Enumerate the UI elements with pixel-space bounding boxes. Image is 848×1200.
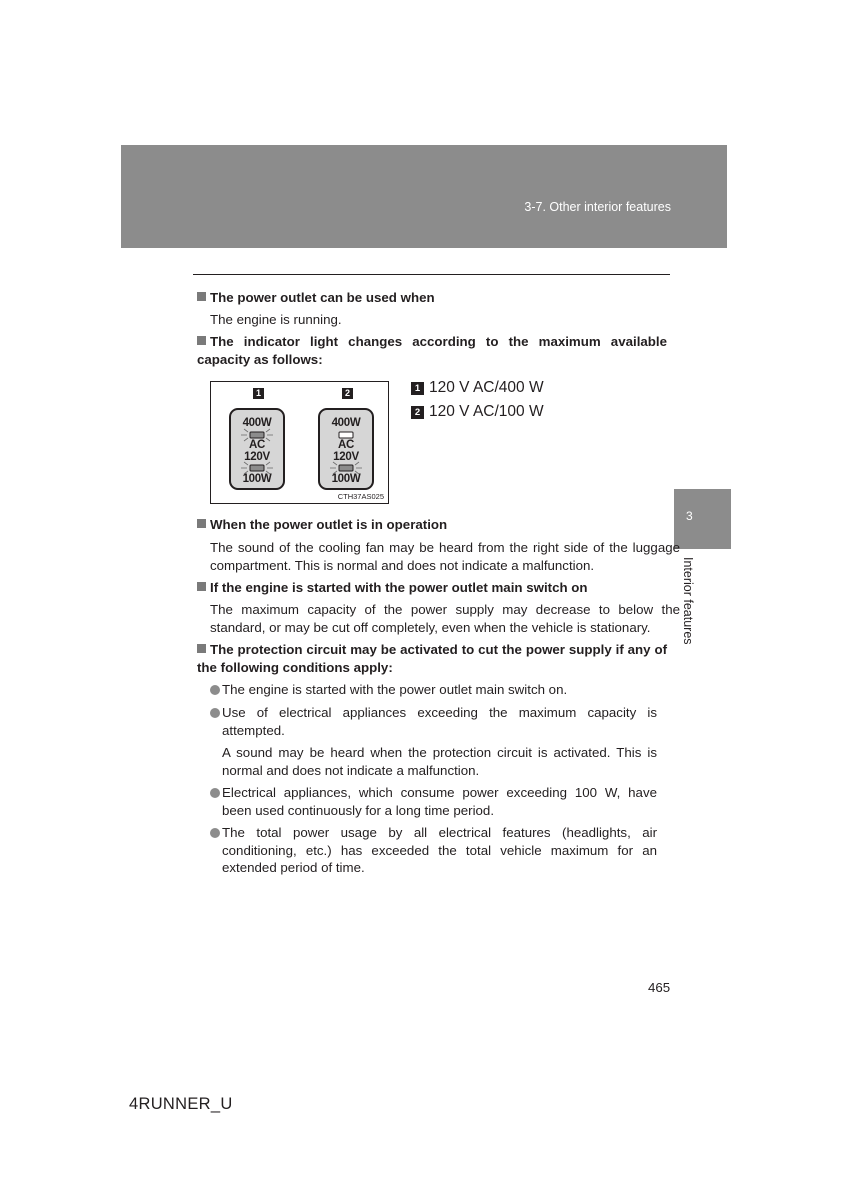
legend-item-2 [411, 403, 544, 421]
circle-bullet-icon [210, 828, 220, 838]
indicator-panel-1 [229, 408, 285, 490]
label-400w: 400W [242, 417, 272, 429]
section-outlet-operation [197, 516, 667, 534]
list-item-note [210, 744, 657, 779]
section-title: 3-7. Other interior features [524, 200, 671, 214]
label-100w: 100W [242, 473, 272, 485]
list-item [210, 704, 657, 739]
section-heading: When the power outlet is in operation [210, 517, 448, 532]
footer-model: 4RUNNER_U [129, 1095, 233, 1113]
square-bullet-icon [197, 644, 206, 653]
label-ac: AC [248, 439, 265, 451]
legend-text: 120 V AC/400 W [429, 379, 544, 396]
label-100w: 100W [331, 473, 361, 485]
label-120v: 120V [244, 451, 270, 463]
section-protection-circuit [197, 641, 667, 676]
section-body: The sound of the cooling fan may be heard from the right side of the luggage compartment. This is normal and does not indicate a malfunction. [210, 540, 680, 573]
label-120v: 120V [333, 451, 359, 463]
square-bullet-icon [197, 292, 206, 301]
legend-text: 120 V AC/100 W [429, 403, 544, 420]
header-rule [193, 274, 670, 275]
list-item [210, 681, 657, 699]
indicator-light-figure [210, 381, 389, 504]
figure-tag-2: 2 [342, 388, 353, 399]
list-item [210, 824, 657, 877]
header-band [121, 145, 727, 248]
figure-code: CTH37AS025 [337, 492, 384, 501]
list-item-note-text: A sound may be heard when the protection circuit is activated. This is normal and does not indicate a malfunction. [222, 745, 657, 778]
list-item-text: The total power usage by all electrical features (headlights, air conditioning, etc.) has exceeded the total vehicle maximum for an extended period of time. [222, 825, 657, 875]
circle-bullet-icon [210, 708, 220, 718]
section-body: The maximum capacity of the power supply may decrease to below the standard, or may be cut off completely, even when the vehicle is stationary. [210, 602, 680, 635]
legend-number: 2 [411, 406, 424, 419]
square-bullet-icon [197, 582, 206, 591]
list-item [210, 784, 657, 819]
circle-bullet-icon [210, 788, 220, 798]
chapter-label: Interior features [681, 557, 695, 645]
list-item-text: Use of electrical appliances exceeding the maximum capacity is attempted. [222, 705, 657, 738]
section-heading: If the engine is started with the power outlet main switch on [210, 580, 588, 595]
section-heading: The indicator light changes according to the maximum available capacity as follows: [197, 334, 667, 367]
square-bullet-icon [197, 336, 206, 345]
list-item-text: The engine is started with the power outlet main switch on. [222, 682, 568, 697]
section-heading: The protection circuit may be activated to cut the power supply if any of the following conditions apply: [197, 642, 667, 675]
indicator-panel-2 [318, 408, 374, 490]
legend-number: 1 [411, 382, 424, 395]
label-400w: 400W [331, 417, 361, 429]
circle-bullet-icon [210, 685, 220, 695]
chapter-number: 3 [686, 509, 693, 523]
square-bullet-icon [197, 519, 206, 528]
page-number: 465 [648, 980, 671, 995]
section-indicator-light [197, 333, 667, 368]
list-item-text: Electrical appliances, which consume power exceeding 100 W, have been used continuously for a long time period. [222, 785, 657, 818]
section-body: The engine is running. [210, 312, 342, 327]
section-heading: The power outlet can be used when [210, 290, 435, 305]
figure-tag-1: 1 [253, 388, 264, 399]
section-power-outlet-usable [197, 289, 667, 307]
chapter-tab[interactable] [674, 489, 731, 549]
label-ac: AC [337, 439, 354, 451]
section-engine-started [197, 579, 667, 597]
legend-item-1 [411, 379, 544, 397]
